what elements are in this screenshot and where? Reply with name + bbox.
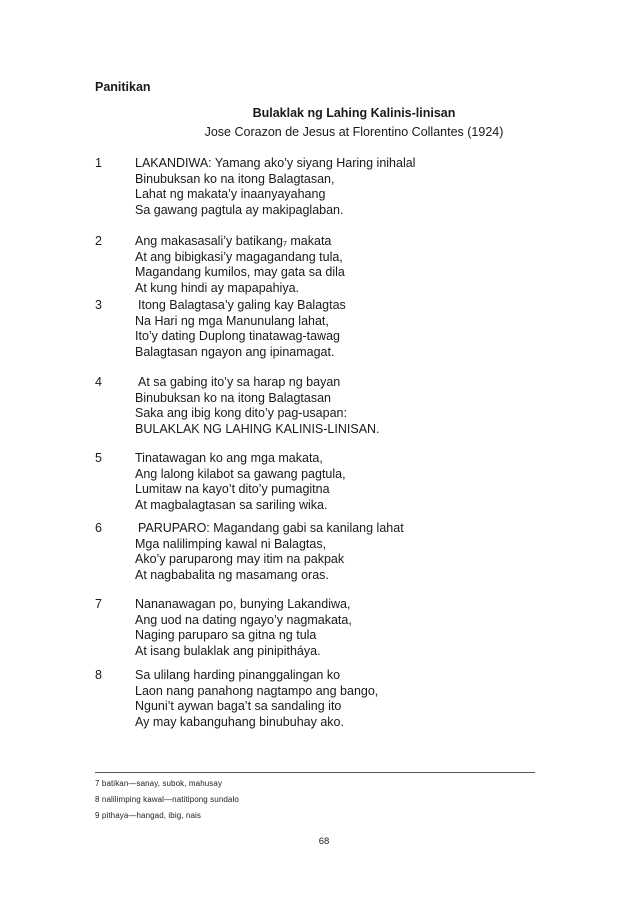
verse-text: makata — [286, 234, 332, 248]
poem-title: Bulaklak ng Lahing Kalinis-linisan — [252, 106, 456, 120]
verse-line: Ang lalong kilabot sa gawang pagtula, — [135, 466, 346, 481]
verse-line: Ay may kabanguhang binubuhay ako. — [135, 714, 344, 729]
verse-line: Mga nalilimping kawal ni Balagtas, — [135, 536, 327, 551]
stanza-number: 1 — [95, 156, 102, 170]
verse-line: Nguni’t aywan baga’t sa sandaling ito — [135, 699, 342, 713]
footnote-mark: 8 — [95, 795, 100, 804]
verse-line: At kung hindi ay mapapahiya. — [135, 280, 299, 295]
verse-line: Laon nang panahong nagtampo ang bango, — [135, 683, 379, 698]
stanza-number: 8 — [95, 668, 102, 682]
footnote — [95, 795, 239, 804]
stanza-number: 6 — [95, 521, 102, 535]
stanza-number: 3 — [95, 298, 102, 312]
verse-line: Binubuksan ko na itong Balagtasan — [135, 390, 331, 405]
verse-line: Saka ang ibig kong dito’y pag-usapan: — [135, 406, 347, 420]
verse-line: Naging paruparo sa gitna ng tula — [135, 628, 317, 642]
stanza-number: 2 — [95, 234, 102, 248]
verse-line: At ang bibigkasi’y magagandang tula, — [135, 249, 343, 264]
verse-text: Ang makasasali’y batikang — [135, 234, 283, 248]
verse-line: PARUPARO: Magandang gabi sa kanilang lahat — [138, 521, 404, 535]
verse-line: Ako’y paruparong may itim na pakpak — [135, 552, 345, 566]
footnote — [95, 779, 222, 788]
footnote — [95, 811, 201, 820]
verse-line: Sa ulilang harding pinanggalingan ko — [135, 668, 341, 682]
page-number: 68 — [318, 836, 330, 847]
verse-line: Sa gawang pagtula ay makipaglaban. — [135, 202, 344, 217]
verse-line: Ang uod na dating ngayo’y nagmakata, — [135, 612, 352, 627]
footnote-divider — [95, 772, 535, 773]
footnote-marker: 7 — [283, 241, 287, 248]
stanza-number: 5 — [95, 451, 102, 465]
footnote-text: nalilimping kawal—natitipong sundalo — [101, 795, 239, 804]
poem-authors: Jose Corazon de Jesus at Florentino Collantes (1924) — [204, 125, 504, 139]
verse-line: Lumitaw na kayo’t dito’y pumagitna — [135, 482, 330, 496]
footnote-mark: 7 — [95, 779, 100, 788]
verse-line: BULAKLAK NG LAHING KALINIS-LINISAN. — [135, 421, 380, 436]
stanza-number: 4 — [95, 375, 102, 389]
section-label: Panitikan — [95, 80, 151, 94]
verse-line: At sa gabing ito’y sa harap ng bayan — [138, 375, 341, 389]
verse-line: Magandang kumilos, may gata sa dila — [135, 265, 345, 279]
verse-line: At magbalagtasan sa sariling wika. — [135, 497, 328, 512]
verse-line: Balagtasan ngayon ang ipinamagat. — [135, 344, 335, 359]
stanza-number: 7 — [95, 597, 102, 611]
verse-line: Na Hari ng mga Manunulang lahat, — [135, 313, 329, 328]
verse-line: At isang bulaklak ang pinipitháya. — [135, 643, 321, 658]
verse-line: Tinatawagan ko ang mga makata, — [135, 451, 323, 465]
verse-line — [135, 234, 345, 250]
verse-line: Ito’y dating Duplong tinatawag-tawag — [135, 329, 340, 343]
footnote-mark: 9 — [95, 811, 100, 820]
footnote-text: batikan—sanay, subok, mahusay — [101, 779, 223, 788]
verse-line: Lahat ng makata’y inaanyayahang — [135, 187, 326, 201]
verse-line: LAKANDIWA: Yamang ako’y siyang Haring inihalal — [135, 156, 416, 170]
verse-line: Nananawagan po, bunying Lakandiwa, — [135, 597, 351, 611]
verse-line: Itong Balagtasa’y galing kay Balagtas — [138, 298, 346, 312]
verse-line: At nagbabalita ng masamang oras. — [135, 567, 329, 582]
footnote-text: pithaya—hangad, ibig, nais — [101, 811, 202, 820]
verse-line: Binubuksan ko na itong Balagtasan, — [135, 171, 335, 186]
